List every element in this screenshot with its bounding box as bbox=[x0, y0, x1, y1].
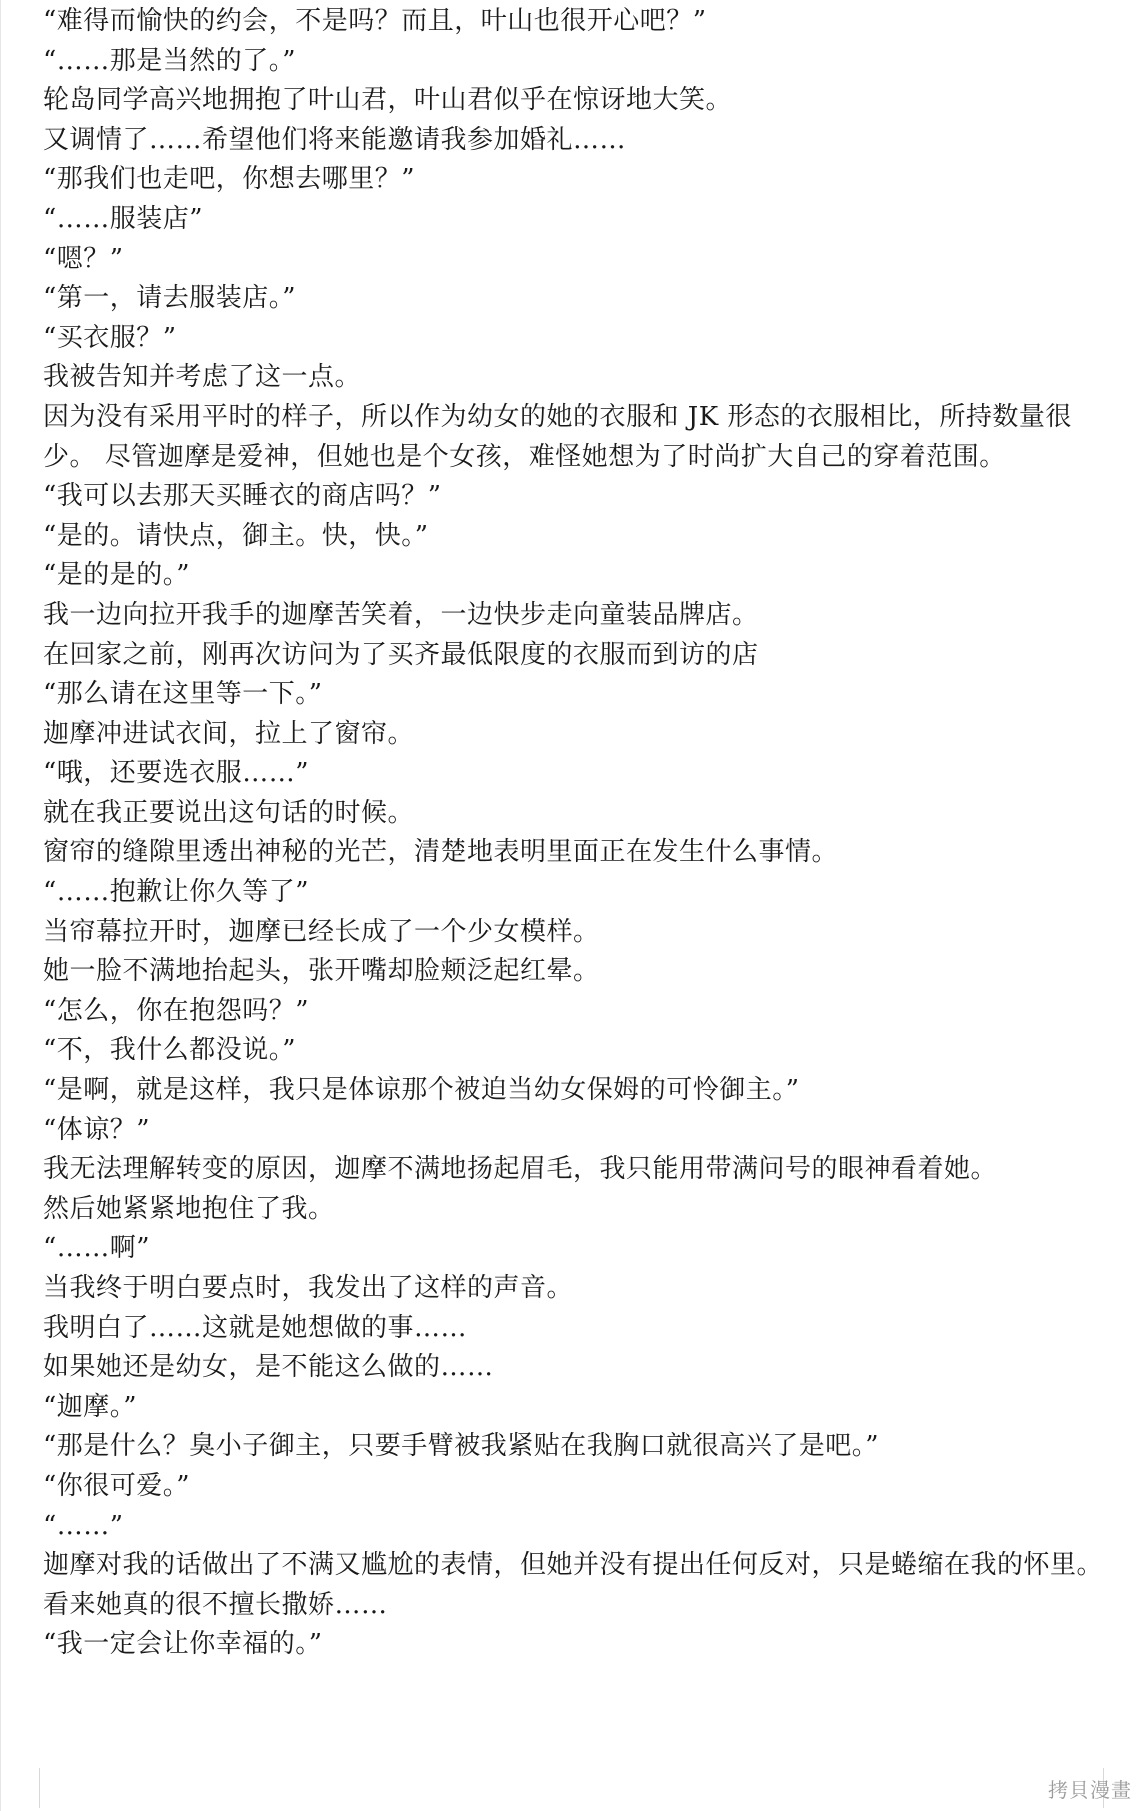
paragraph: “我可以去那天买睡衣的商店吗？” bbox=[43, 481, 442, 512]
paragraph: “你很可爱。” bbox=[43, 1470, 191, 1501]
paragraph: 当我终于明白要点时，我发出了这样的声音。 bbox=[43, 1273, 574, 1303]
paragraph: “体谅？” bbox=[43, 1114, 151, 1145]
document-text-body bbox=[43, 2, 1103, 1665]
paragraph: 然后她紧紧地抱住了我。 bbox=[43, 1193, 335, 1224]
paragraph: 窗帘的缝隙里透出神秘的光芒，清楚地表明里面正在发生什么事情。 bbox=[43, 837, 839, 868]
paragraph: “是的是的。” bbox=[43, 560, 191, 591]
paragraph: 在回家之前，刚再次访问为了买齐最低限度的衣服而到访的店 bbox=[43, 639, 759, 670]
paragraph: “哦，还要选衣服……” bbox=[43, 758, 310, 789]
watermark-text: 拷貝漫畫 bbox=[1048, 1778, 1132, 1802]
paragraph: 轮岛同学高兴地拥抱了叶山君，叶山君似乎在惊讶地大笑。 bbox=[43, 85, 733, 116]
paragraph: “……” bbox=[43, 1510, 124, 1541]
paragraph: “怎么，你在抱怨吗？” bbox=[43, 995, 310, 1026]
paragraph: 我无法理解转变的原因，迦摩不满地扬起眉毛，我只能用带满问号的眼神看着她。 bbox=[43, 1154, 998, 1185]
paragraph: “……服装店” bbox=[43, 203, 204, 234]
paragraph: 迦摩冲进试衣间，拉上了窗帘。 bbox=[43, 718, 415, 749]
paragraph: “嗯？” bbox=[43, 243, 124, 274]
paragraph: 如果她还是幼女，是不能这么做的…… bbox=[43, 1352, 494, 1383]
paragraph: 看来她真的很不擅长撒娇…… bbox=[43, 1589, 388, 1620]
paragraph: 因为没有采用平时的样子，所以作为幼女的她的衣服和 JK 形态的衣服相比，所持数量很少。 尽管迦摩是爱神，但她也是个女孩，难怪她想为了时尚扩大自己的穿着范围。 bbox=[43, 401, 1072, 472]
paragraph: 当帘幕拉开时，迦摩已经长成了一个少女模样。 bbox=[43, 916, 600, 947]
paragraph: “迦摩。” bbox=[43, 1391, 138, 1422]
paragraph: “那是什么？臭小子御主，只要手臂被我紧贴在我胸口就很高兴了是吧。” bbox=[43, 1431, 880, 1462]
paragraph: “不，我什么都没说。” bbox=[43, 1035, 297, 1066]
paragraph: 她一脸不满地抬起头，张开嘴却脸颊泛起红晕。 bbox=[43, 956, 600, 987]
paragraph: “是啊，就是这样，我只是体谅那个被迫当幼女保姆的可怜御主。” bbox=[43, 1075, 800, 1106]
paragraph: “……啊” bbox=[43, 1233, 151, 1264]
paragraph: 我明白了……这就是她想做的事…… bbox=[43, 1312, 468, 1343]
paragraph: “那我们也走吧，你想去哪里？” bbox=[43, 164, 416, 195]
page-margin-mark-left bbox=[39, 1768, 40, 1808]
paragraph: “我一定会让你幸福的。” bbox=[43, 1629, 323, 1660]
paragraph: “买衣服？” bbox=[43, 322, 177, 353]
paragraph: 我被告知并考虑了这一点。 bbox=[43, 362, 362, 393]
paragraph: “……那是当然的了。” bbox=[43, 45, 297, 76]
paragraph: 我一边向拉开我手的迦摩苦笑着，一边快步走向童装品牌店。 bbox=[43, 599, 759, 630]
paragraph: “是的。请快点，御主。快，快。” bbox=[43, 520, 429, 551]
paragraph: “……抱歉让你久等了” bbox=[43, 877, 310, 908]
paragraph: “第一，请去服装店。” bbox=[43, 283, 297, 314]
paragraph: 就在我正要说出这句话的时候。 bbox=[43, 797, 415, 828]
paragraph: “那么请在这里等一下。” bbox=[43, 679, 323, 710]
paragraph: 又调情了……希望他们将来能邀请我参加婚礼…… bbox=[43, 124, 627, 155]
paragraph: 迦摩对我的话做出了不满又尴尬的表情，但她并没有提出任何反对，只是蜷缩在我的怀里。 bbox=[43, 1550, 1104, 1581]
paragraph: “难得而愉快的约会，不是吗？而且，叶山也很开心吧？” bbox=[43, 6, 707, 36]
